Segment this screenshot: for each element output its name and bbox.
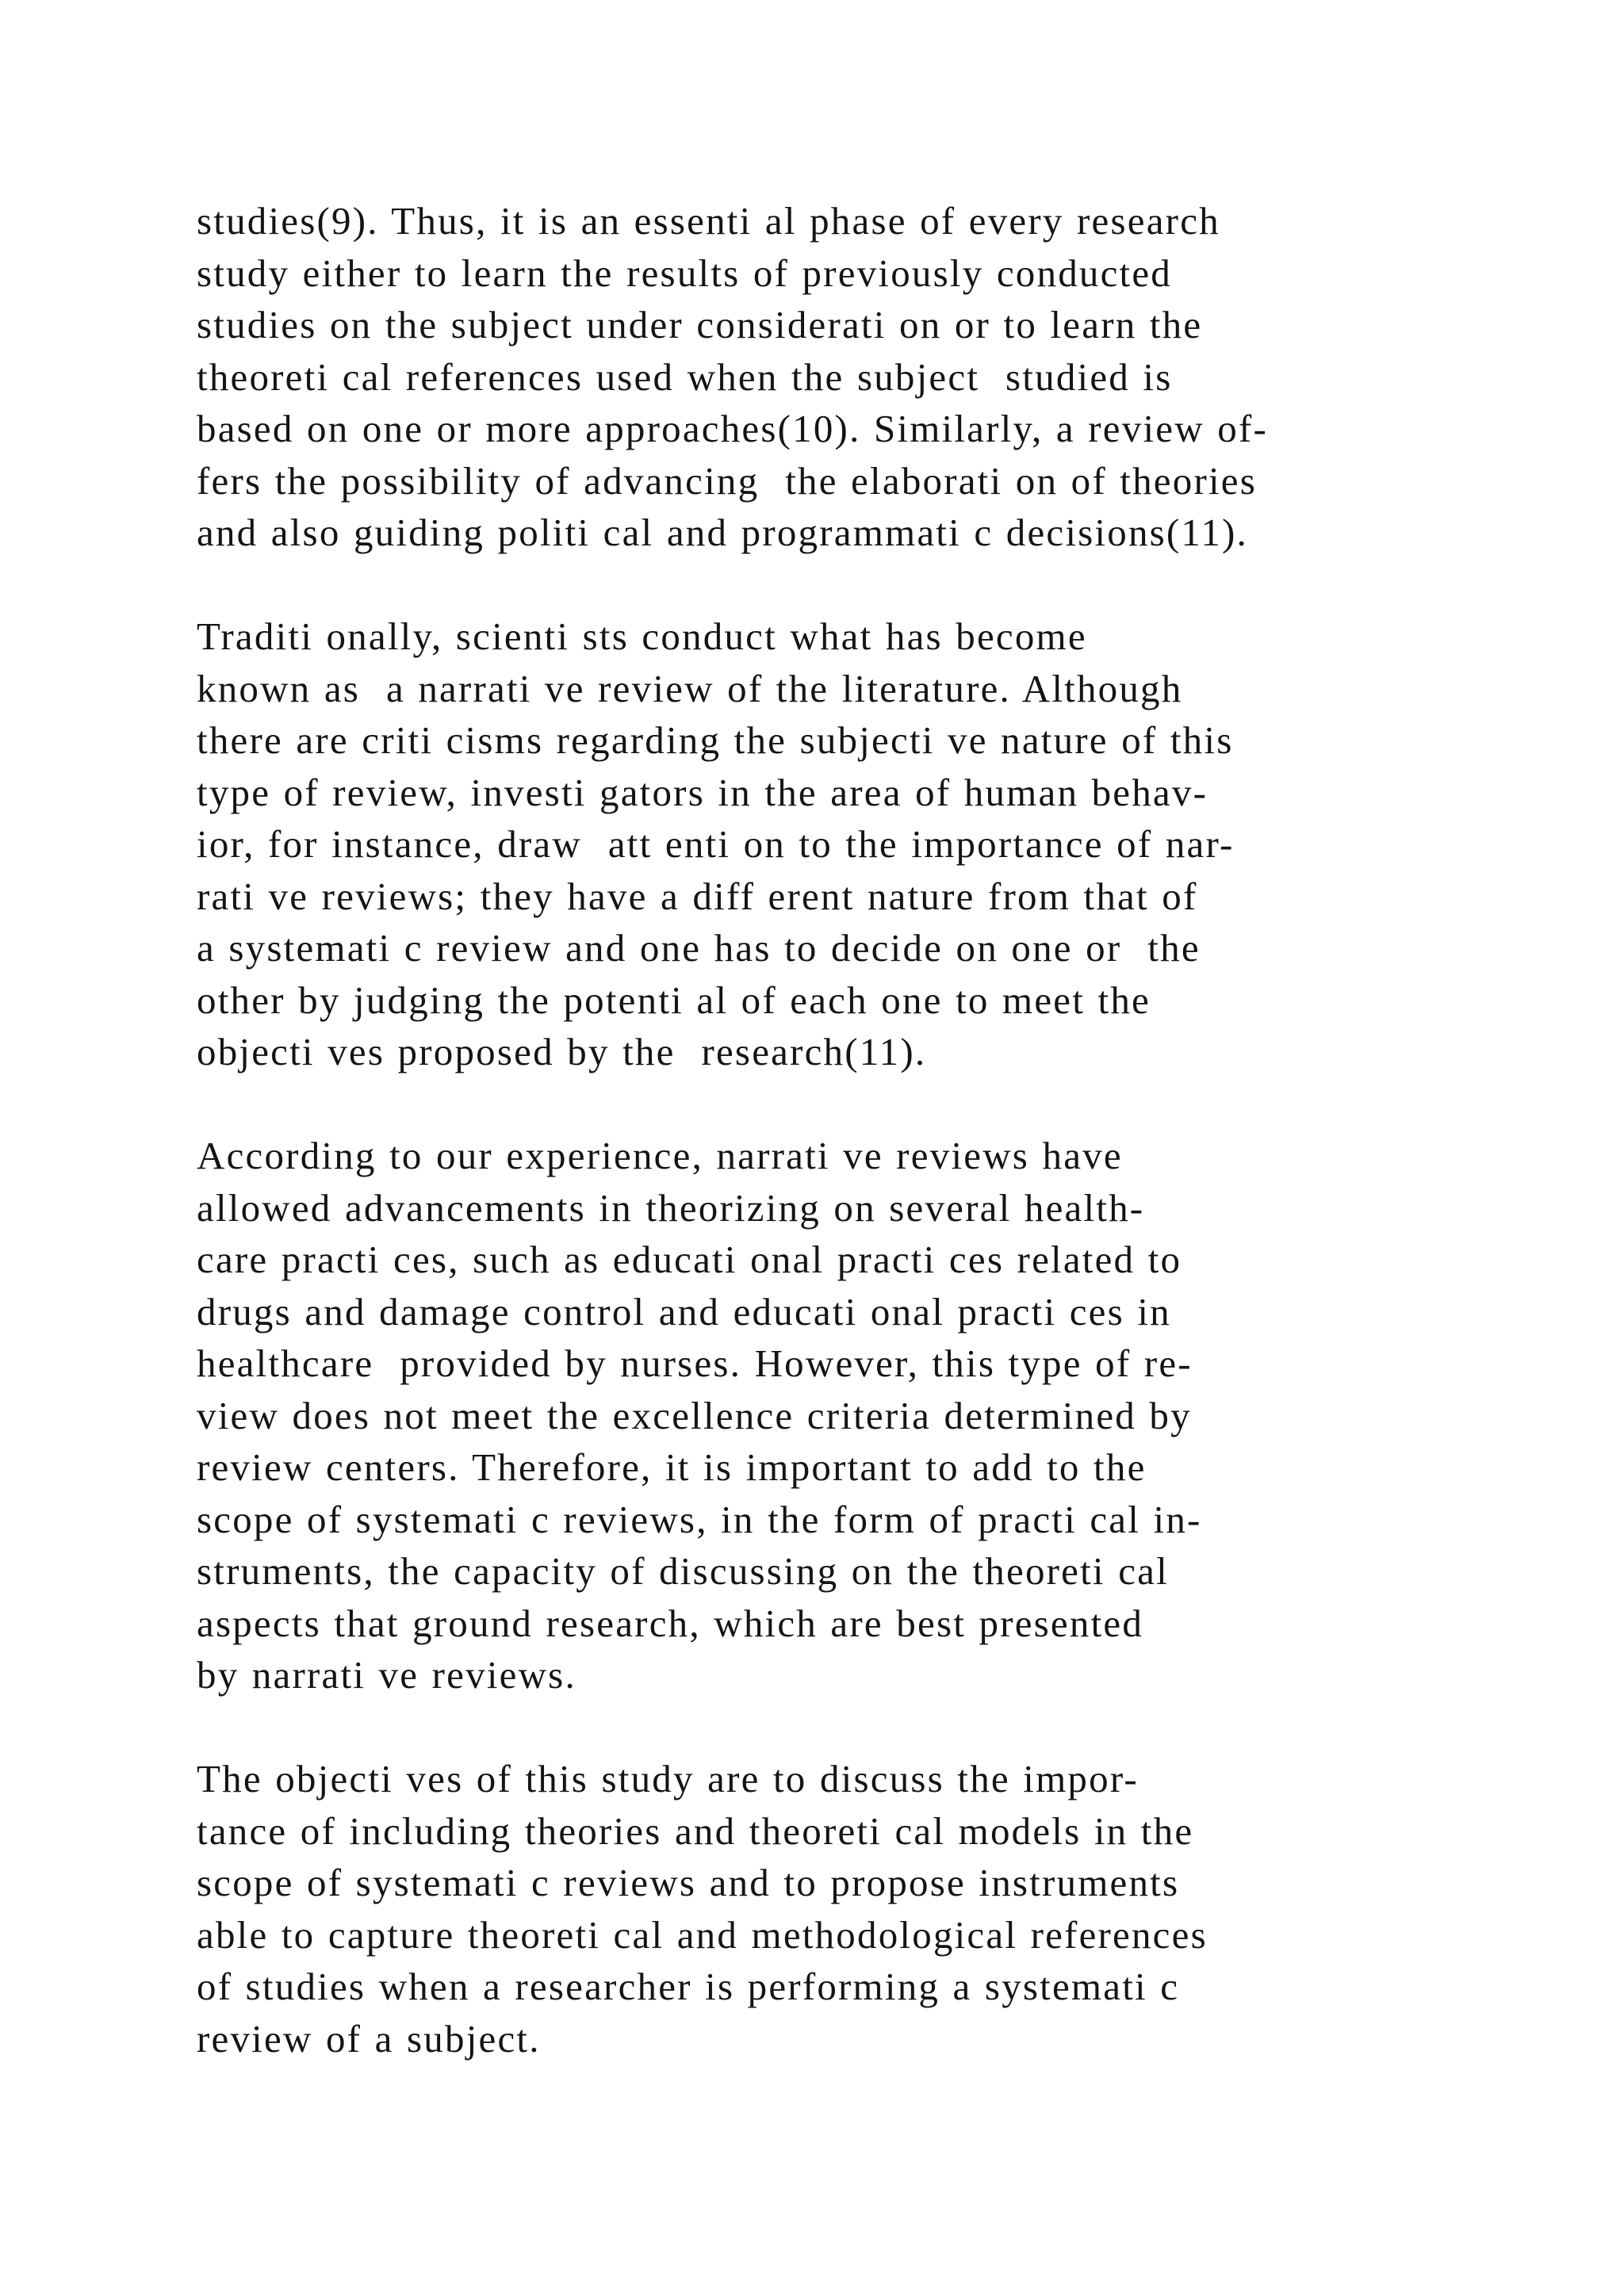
text-line: studies(9). Thus, it is an essenti al phase of every research [197,199,1220,243]
text-line: drugs and damage control and educati onal practi ces in [197,1289,1171,1334]
text-line: view does not meet the excellence criteria determined by [197,1393,1192,1437]
text-line: studies on the subject under considerati on or to learn the [197,303,1203,346]
text-line: fers the possibility of advancing the elaborati on of theories [197,458,1257,503]
text-line: based on one or more approaches(10). Similarly, a review of- [197,407,1268,450]
text-line: healthcare provided by nurses. However, this type of re- [197,1341,1193,1385]
paragraph-1 [197,195,1592,559]
text-line: ior, for instance, draw att enti on to the importance of nar- [197,822,1235,866]
text-line: rati ve reviews; they have a diff erent nature from that of [197,874,1198,918]
text-line: Traditi onally, scienti sts conduct what has become [197,614,1087,658]
text-line: review centers. Therefore, it is important to add to the [197,1445,1147,1489]
text-line: scope of systemati c reviews, in the form of practi cal in- [197,1497,1202,1541]
paragraph-2 [197,610,1592,1078]
body-text [197,195,1592,2117]
text-line: care practi ces, such as educati onal practi ces related to [197,1238,1182,1281]
text-line: by narrati ve reviews. [197,1653,576,1697]
paragraph-4 [197,1753,1592,2064]
text-line: allowed advancements in theorizing on several health- [197,1185,1145,1230]
text-line: The objecti ves of this study are to discuss the impor- [197,1757,1139,1800]
text-line: and also guiding politi cal and programmati c decisions(11). [197,511,1248,554]
text-line: According to our experience, narrati ve reviews have [197,1134,1123,1177]
text-line: struments, the capacity of discussing on the theoreti cal [197,1549,1169,1593]
text-line: study either to learn the results of previously conducted [197,251,1172,295]
text-line: able to capture theoreti cal and methodological references [197,1912,1208,1957]
text-line: type of review, investi gators in the area of human behav- [197,770,1208,814]
text-line: there are criti cisms regarding the subjecti ve nature of this [197,718,1234,762]
text-line: review of a subject. [197,2016,541,2061]
text-line: of studies when a researcher is performing a systemati c [197,1965,1180,2008]
text-line: aspects that ground research, which are best presented [197,1601,1144,1645]
text-line: other by judging the potenti al of each one to meet the [197,978,1151,1022]
text-line: theoreti cal references used when the subject studied is [197,354,1173,399]
text-line: a systemati c review and one has to decide on one or the [197,926,1201,970]
paragraph-3 [197,1130,1592,1701]
text-line: objecti ves proposed by the research(11). [197,1030,927,1073]
text-line: known as a narrati ve review of the literature. Although [197,666,1183,710]
text-line: scope of systemati c reviews and to propose instruments [197,1861,1180,1904]
text-line: tance of including theories and theoreti cal models in the [197,1808,1194,1853]
